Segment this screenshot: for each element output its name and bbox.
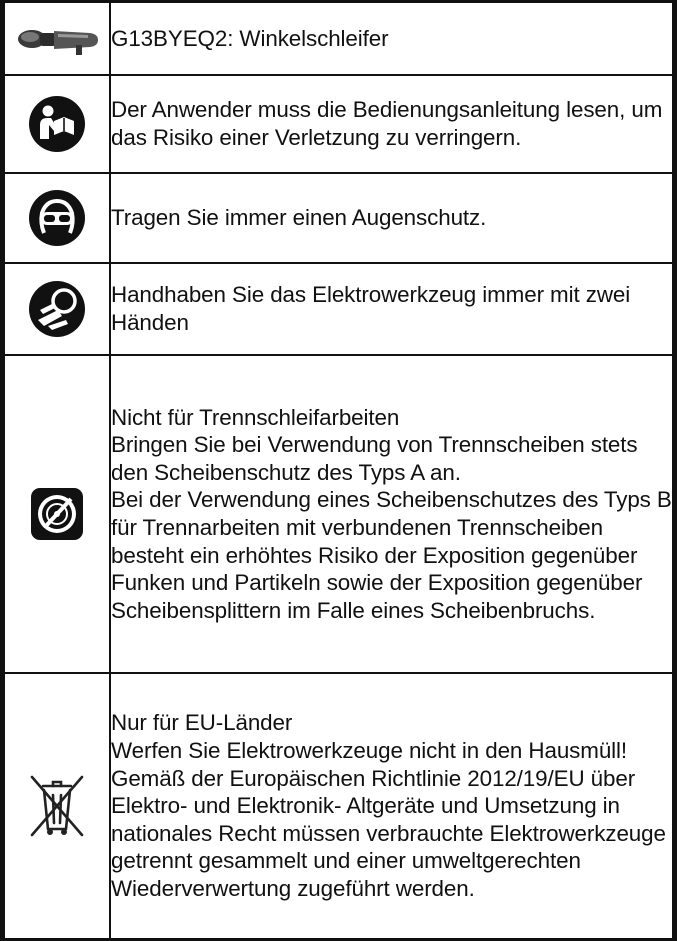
- text-cell: [110, 3, 673, 75]
- icon-cell: [4, 673, 110, 938]
- household-waste-warning: Werfen Sie Elektrowerkzeuge nicht in den Hausmüll!: [111, 738, 628, 764]
- symbol-row-no-cutting: [4, 355, 673, 673]
- manual-instruction: Der Anwender muss die Bedienungsanleitung lesen, um das Risiko einer Verletzung zu verringern.: [111, 97, 663, 150]
- read-manual-icon: [28, 95, 86, 153]
- no-cutting-heading: Nicht für Trennschleifarbeiten: [111, 404, 400, 430]
- icon-cell: [4, 263, 110, 355]
- type-b-guard-warning: Bei der Verwendung eines Scheibenschutzes des Typs B für Trennarbeiten mit verbundenen Trennscheiben besteht ein erhöhtes Risiko der Exposition gegenüber Funken und Partikeln sowie der Exposition gegenüber Scheibensplittern im Falle eines Scheibenbruchs.: [111, 487, 672, 623]
- model-title: G13BYEQ2: Winkelschleifer: [111, 25, 389, 51]
- text-cell: [110, 75, 673, 173]
- text-cell: [110, 673, 673, 938]
- weee-directive-note: Gemäß der Europäischen Richtlinie 2012/19/EU über Elektro- und Elektronik- Altgeräte und Umsetzung in nationales Recht müssen verbrauchte Elektrowerkzeuge getrennt gesammelt und einer umweltgerechten Wiederverwertung zugeführt werden.: [111, 765, 666, 901]
- text-cell: [110, 173, 673, 263]
- no-cutting-icon: [30, 487, 84, 541]
- symbol-row-eu-disposal: [4, 673, 673, 938]
- two-hands-instruction: Handhaben Sie das Elektrowerkzeug immer mit zwei Händen: [111, 282, 631, 335]
- symbol-table: [3, 3, 674, 938]
- icon-cell: [4, 3, 110, 75]
- icon-cell: [4, 75, 110, 173]
- crossed-bin-icon: [26, 771, 88, 841]
- two-hands-icon: [28, 280, 86, 338]
- eye-protection-icon: [28, 189, 86, 247]
- symbol-row-two-hands: [4, 263, 673, 355]
- text-cell: [110, 263, 673, 355]
- eye-protection-instruction: Tragen Sie immer einen Augenschutz.: [111, 205, 487, 231]
- icon-cell: [4, 173, 110, 263]
- type-a-guard-note: Bringen Sie bei Verwendung von Trennscheiben stets den Scheibenschutz des Typs A an.: [111, 432, 638, 485]
- icon-cell: [4, 355, 110, 673]
- symbol-row-model: [4, 3, 673, 75]
- symbol-row-eye-protection: [4, 173, 673, 263]
- text-cell: [110, 355, 673, 673]
- symbol-row-manual: [4, 75, 673, 173]
- eu-heading: Nur für EU-Länder: [111, 710, 293, 736]
- angle-grinder-icon: [14, 19, 100, 59]
